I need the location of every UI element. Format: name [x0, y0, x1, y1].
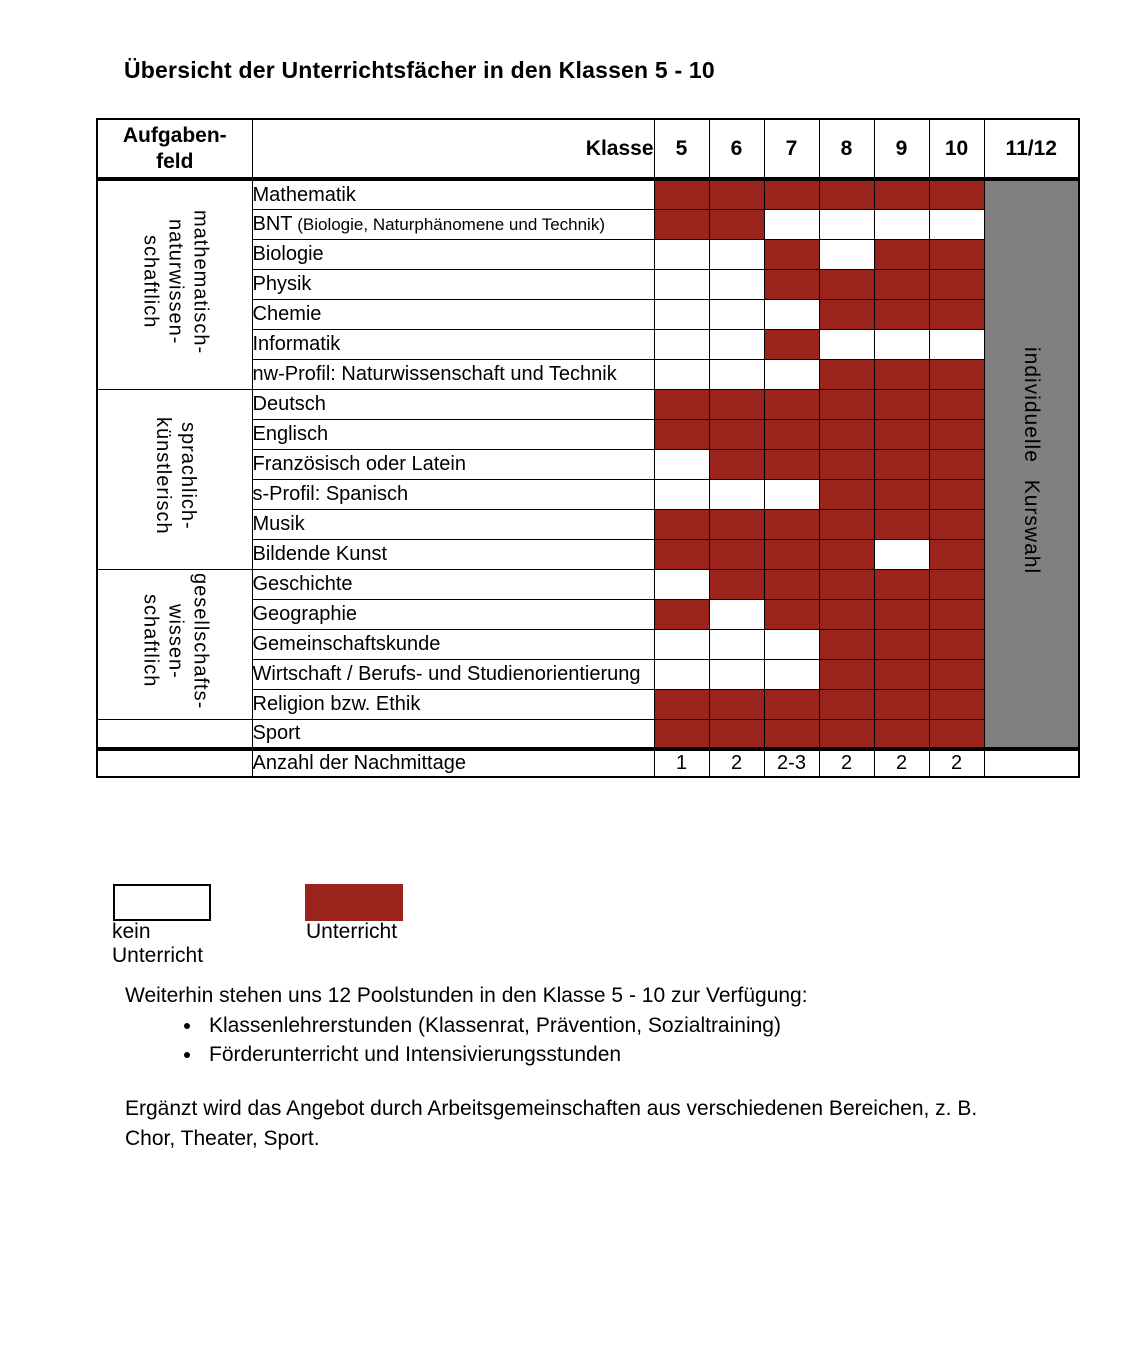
subject-gemeinschaftskunde: Gemeinschaftskunde [252, 629, 654, 659]
legend-kein-unterricht-label: kein Unterricht [112, 920, 204, 967]
cell-geographie-klasse-10 [929, 599, 984, 629]
subject-mathematik: Mathematik [252, 179, 654, 209]
cell-bildende-kunst-klasse-10 [929, 539, 984, 569]
cell-religion-bzw-ethik-klasse-8 [819, 689, 874, 719]
cell-biologie-klasse-10 [929, 239, 984, 269]
cell-musik-klasse-9 [874, 509, 929, 539]
subject-deutsch: Deutsch [252, 389, 654, 419]
footer-label: Anzahl der Nachmittage [252, 749, 654, 777]
cell-mathematik-klasse-7 [764, 179, 819, 209]
header-klasse-10: 10 [929, 119, 984, 179]
subject-bildende-kunst: Bildende Kunst [252, 539, 654, 569]
subject-s-profil-spanisch: s-Profil: Spanisch [252, 479, 654, 509]
cell-chemie-klasse-9 [874, 299, 929, 329]
subject-nw-profil-naturwissenschaft-und-technik: nw-Profil: Naturwissenschaft und Technik [252, 359, 654, 389]
cell-englisch-klasse-9 [874, 419, 929, 449]
cell-musik-klasse-8 [819, 509, 874, 539]
cell-chemie-klasse-8 [819, 299, 874, 329]
cell-nw-profil-naturwissenschaft-und-technik-klasse-10 [929, 359, 984, 389]
cell-bildende-kunst-klasse-8 [819, 539, 874, 569]
cell-franzosisch-oder-latein-klasse-8 [819, 449, 874, 479]
cell-geschichte-klasse-9 [874, 569, 929, 599]
cell-chemie-klasse-7 [764, 299, 819, 329]
subject-geschichte: Geschichte [252, 569, 654, 599]
cell-geographie-klasse-6 [709, 599, 764, 629]
subjects-body [97, 179, 1079, 749]
legend-unterricht-swatch [305, 884, 403, 921]
cell-sport-klasse-9 [874, 719, 929, 749]
cell-gemeinschaftskunde-klasse-7 [764, 629, 819, 659]
cell-physik-klasse-7 [764, 269, 819, 299]
cell-wirtschaft-berufs-und-studienorientierung-klasse-5 [654, 659, 709, 689]
footer-empty-category [97, 749, 252, 777]
subject-row-sport [97, 719, 1079, 749]
cell-sport-klasse-10 [929, 719, 984, 749]
footer-value-klasse-7: 2-3 [764, 749, 819, 777]
cell-deutsch-klasse-7 [764, 389, 819, 419]
subject-chemie: Chemie [252, 299, 654, 329]
cell-s-profil-spanisch-klasse-10 [929, 479, 984, 509]
footer-value-klasse-8: 2 [819, 749, 874, 777]
subject-englisch: Englisch [252, 419, 654, 449]
cell-franzosisch-oder-latein-klasse-6 [709, 449, 764, 479]
legend-unterricht-label: Unterricht [306, 920, 398, 943]
cell-informatik-klasse-6 [709, 329, 764, 359]
cell-mathematik-klasse-9 [874, 179, 929, 209]
cell-physik-klasse-9 [874, 269, 929, 299]
pool-notes [125, 981, 1015, 1069]
cell-religion-bzw-ethik-klasse-10 [929, 689, 984, 719]
kurswahl-label: individuelle Kurswahl [1019, 347, 1043, 575]
header-klasse-11-12: 11/12 [984, 119, 1079, 179]
cell-nw-profil-naturwissenschaft-und-technik-klasse-6 [709, 359, 764, 389]
cell-chemie-klasse-5 [654, 299, 709, 329]
footer-empty-final [984, 749, 1079, 777]
cell-geographie-klasse-7 [764, 599, 819, 629]
group-label-mathematisch-naturwissenschaftlich-text: mathematisch- naturwissen- schaftlich [139, 209, 212, 354]
subject-bnt-note: (Biologie, Naturphänomene und Technik) [292, 214, 605, 234]
cell-religion-bzw-ethik-klasse-9 [874, 689, 929, 719]
cell-biologie-klasse-6 [709, 239, 764, 269]
subjects-table [96, 118, 1080, 778]
group-label-gesellschafts-wissenschaftlich [97, 569, 252, 719]
cell-bnt-klasse-6 [709, 209, 764, 239]
subject-informatik: Informatik [252, 329, 654, 359]
subject-row-mathematik [97, 179, 1079, 209]
footer-value-klasse-5: 1 [654, 749, 709, 777]
cell-deutsch-klasse-6 [709, 389, 764, 419]
header-klasse-6: 6 [709, 119, 764, 179]
cell-informatik-klasse-7 [764, 329, 819, 359]
header-klasse-7: 7 [764, 119, 819, 179]
cell-bildende-kunst-klasse-9 [874, 539, 929, 569]
cell-geographie-klasse-8 [819, 599, 874, 629]
cell-bnt-klasse-10 [929, 209, 984, 239]
page-title: Übersicht der Unterrichtsfächer in den Klassen 5 - 10 [124, 57, 715, 83]
cell-informatik-klasse-8 [819, 329, 874, 359]
cell-bildende-kunst-klasse-5 [654, 539, 709, 569]
cell-informatik-klasse-10 [929, 329, 984, 359]
cell-biologie-klasse-5 [654, 239, 709, 269]
header-aufgabenfeld-line1: Aufgaben- [122, 123, 227, 147]
cell-mathematik-klasse-8 [819, 179, 874, 209]
cell-bildende-kunst-klasse-6 [709, 539, 764, 569]
cell-bildende-kunst-klasse-7 [764, 539, 819, 569]
cell-sport-klasse-6 [709, 719, 764, 749]
cell-s-profil-spanisch-klasse-7 [764, 479, 819, 509]
subject-physik: Physik [252, 269, 654, 299]
subject-row-deutsch [97, 389, 1079, 419]
cell-s-profil-spanisch-klasse-8 [819, 479, 874, 509]
cell-physik-klasse-5 [654, 269, 709, 299]
subject-row-geschichte [97, 569, 1079, 599]
subject-geographie: Geographie [252, 599, 654, 629]
cell-s-profil-spanisch-klasse-5 [654, 479, 709, 509]
cell-s-profil-spanisch-klasse-9 [874, 479, 929, 509]
subject-musik: Musik [252, 509, 654, 539]
legend-kein-unterricht-swatch [113, 884, 211, 921]
cell-franzosisch-oder-latein-klasse-5 [654, 449, 709, 479]
header-klasse-9: 9 [874, 119, 929, 179]
cell-geographie-klasse-5 [654, 599, 709, 629]
cell-franzosisch-oder-latein-klasse-10 [929, 449, 984, 479]
cell-bnt-klasse-5 [654, 209, 709, 239]
cell-wirtschaft-berufs-und-studienorientierung-klasse-9 [874, 659, 929, 689]
cell-wirtschaft-berufs-und-studienorientierung-klasse-6 [709, 659, 764, 689]
footer-row [97, 749, 1079, 777]
cell-englisch-klasse-8 [819, 419, 874, 449]
cell-biologie-klasse-8 [819, 239, 874, 269]
cell-geschichte-klasse-10 [929, 569, 984, 599]
cell-nw-profil-naturwissenschaft-und-technik-klasse-5 [654, 359, 709, 389]
header-aufgabenfeld-line2: feld [156, 149, 194, 173]
cell-franzosisch-oder-latein-klasse-9 [874, 449, 929, 479]
cell-franzosisch-oder-latein-klasse-7 [764, 449, 819, 479]
group-empty-sport [97, 719, 252, 749]
cell-geschichte-klasse-5 [654, 569, 709, 599]
cell-s-profil-spanisch-klasse-6 [709, 479, 764, 509]
cell-englisch-klasse-5 [654, 419, 709, 449]
cell-geschichte-klasse-6 [709, 569, 764, 599]
cell-englisch-klasse-6 [709, 419, 764, 449]
cell-mathematik-klasse-10 [929, 179, 984, 209]
subject-sport: Sport [252, 719, 654, 749]
header-klasse-5: 5 [654, 119, 709, 179]
cell-geschichte-klasse-7 [764, 569, 819, 599]
subject-biologie: Biologie [252, 239, 654, 269]
table-header-row [97, 119, 1079, 179]
header-klasse: Klasse [252, 119, 654, 179]
footer-value-klasse-9: 2 [874, 749, 929, 777]
group-label-sprachlich-kuenstlerisch-text: sprachlich- künstlerisch [151, 417, 199, 535]
cell-wirtschaft-berufs-und-studienorientierung-klasse-8 [819, 659, 874, 689]
cell-musik-klasse-5 [654, 509, 709, 539]
group-label-mathematisch-naturwissenschaftlich [97, 179, 252, 389]
pool-item-2: • Förderunterricht und Intensivierungsstunden [203, 1040, 1015, 1069]
cell-physik-klasse-10 [929, 269, 984, 299]
cell-geschichte-klasse-8 [819, 569, 874, 599]
cell-gemeinschaftskunde-klasse-9 [874, 629, 929, 659]
cell-sport-klasse-7 [764, 719, 819, 749]
cell-religion-bzw-ethik-klasse-6 [709, 689, 764, 719]
cell-bnt-klasse-8 [819, 209, 874, 239]
pool-list [125, 1011, 1015, 1069]
pool-item-1: • Klassenlehrerstunden (Klassenrat, Prävention, Sozialtraining) [203, 1011, 1015, 1040]
cell-mathematik-klasse-5 [654, 179, 709, 209]
cell-informatik-klasse-5 [654, 329, 709, 359]
cell-chemie-klasse-10 [929, 299, 984, 329]
cell-gemeinschaftskunde-klasse-8 [819, 629, 874, 659]
cell-wirtschaft-berufs-und-studienorientierung-klasse-7 [764, 659, 819, 689]
subject-wirtschaft-berufs-und-studienorientierung: Wirtschaft / Berufs- und Studienorientierung [252, 659, 654, 689]
cell-deutsch-klasse-5 [654, 389, 709, 419]
cell-biologie-klasse-7 [764, 239, 819, 269]
cell-sport-klasse-8 [819, 719, 874, 749]
cell-gemeinschaftskunde-klasse-5 [654, 629, 709, 659]
cell-deutsch-klasse-8 [819, 389, 874, 419]
cell-biologie-klasse-9 [874, 239, 929, 269]
cell-informatik-klasse-9 [874, 329, 929, 359]
cell-nw-profil-naturwissenschaft-und-technik-klasse-8 [819, 359, 874, 389]
cell-nw-profil-naturwissenschaft-und-technik-klasse-9 [874, 359, 929, 389]
cell-nw-profil-naturwissenschaft-und-technik-klasse-7 [764, 359, 819, 389]
cell-musik-klasse-6 [709, 509, 764, 539]
cell-gemeinschaftskunde-klasse-6 [709, 629, 764, 659]
subject-franzosisch-oder-latein: Französisch oder Latein [252, 449, 654, 479]
cell-musik-klasse-7 [764, 509, 819, 539]
cell-deutsch-klasse-9 [874, 389, 929, 419]
cell-geographie-klasse-9 [874, 599, 929, 629]
cell-chemie-klasse-6 [709, 299, 764, 329]
cell-englisch-klasse-10 [929, 419, 984, 449]
cell-musik-klasse-10 [929, 509, 984, 539]
cell-physik-klasse-6 [709, 269, 764, 299]
subject-bnt: BNT (Biologie, Naturphänomene und Technik) [252, 209, 654, 239]
cell-gemeinschaftskunde-klasse-10 [929, 629, 984, 659]
kurswahl-column [984, 179, 1079, 749]
cell-physik-klasse-8 [819, 269, 874, 299]
cell-wirtschaft-berufs-und-studienorientierung-klasse-10 [929, 659, 984, 689]
closing-note: Ergänzt wird das Angebot durch Arbeitsgemeinschaften aus verschiedenen Bereichen, z. B. Chor, Theater, Sport. [125, 1097, 978, 1150]
cell-bnt-klasse-7 [764, 209, 819, 239]
header-klasse-8: 8 [819, 119, 874, 179]
footer-value-klasse-10: 2 [929, 749, 984, 777]
cell-sport-klasse-5 [654, 719, 709, 749]
cell-religion-bzw-ethik-klasse-7 [764, 689, 819, 719]
footer-value-klasse-6: 2 [709, 749, 764, 777]
cell-deutsch-klasse-10 [929, 389, 984, 419]
group-label-gesellschafts-wissenschaftlich-text: gesellschafts- wissen- schaftlich [139, 572, 212, 710]
subject-religion-bzw-ethik: Religion bzw. Ethik [252, 689, 654, 719]
cell-religion-bzw-ethik-klasse-5 [654, 689, 709, 719]
cell-bnt-klasse-9 [874, 209, 929, 239]
header-aufgabenfeld [97, 119, 252, 179]
cell-englisch-klasse-7 [764, 419, 819, 449]
cell-mathematik-klasse-6 [709, 179, 764, 209]
group-label-sprachlich-kuenstlerisch [97, 389, 252, 569]
pool-intro: Weiterhin stehen uns 12 Poolstunden in den Klasse 5 - 10 zur Verfügung: [125, 984, 808, 1007]
